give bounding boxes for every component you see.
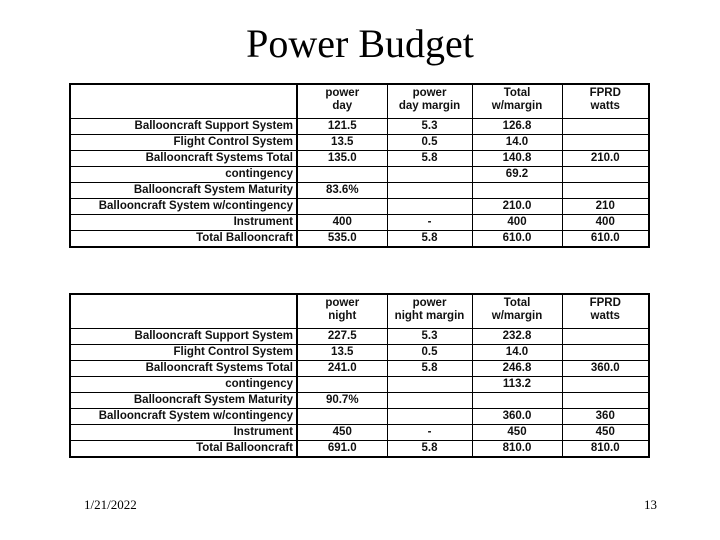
table-cell xyxy=(387,167,472,183)
table-cell xyxy=(472,183,562,199)
table-cell xyxy=(387,377,472,393)
row-label: Ballooncraft System Maturity xyxy=(70,183,297,199)
table-cell: 90.7% xyxy=(297,393,387,409)
table-cell: 140.8 xyxy=(472,151,562,167)
table-cell: - xyxy=(387,425,472,441)
row-label: Ballooncraft System w/contingency xyxy=(70,199,297,215)
row-label: Ballooncraft Systems Total xyxy=(70,361,297,377)
row-label: Ballooncraft System w/contingency xyxy=(70,409,297,425)
table-cell: 450 xyxy=(297,425,387,441)
table-cell: 14.0 xyxy=(472,345,562,361)
table-cell xyxy=(297,377,387,393)
table-row xyxy=(70,183,649,199)
table-cell: 5.3 xyxy=(387,119,472,135)
table-cell: 126.8 xyxy=(472,119,562,135)
table-cell: 83.6% xyxy=(297,183,387,199)
column-header: Total w/margin xyxy=(472,294,562,329)
column-header xyxy=(70,84,297,119)
table-cell: 810.0 xyxy=(562,441,649,458)
table-row xyxy=(70,345,649,361)
header-row xyxy=(70,84,649,119)
table-cell: 691.0 xyxy=(297,441,387,458)
table-cell: 400 xyxy=(297,215,387,231)
column-header: Total w/margin xyxy=(472,84,562,119)
table-cell: 232.8 xyxy=(472,329,562,345)
header-row xyxy=(70,294,649,329)
slide-number: 13 xyxy=(644,497,657,512)
table-cell: 5.8 xyxy=(387,151,472,167)
table-cell: 5.8 xyxy=(387,441,472,458)
table-row xyxy=(70,409,649,425)
table-row xyxy=(70,329,649,345)
table-cell: - xyxy=(387,215,472,231)
row-label: Total Ballooncraft xyxy=(70,231,297,248)
table-cell: 227.5 xyxy=(297,329,387,345)
table-row xyxy=(70,441,649,458)
table-cell: 210 xyxy=(562,199,649,215)
row-label: Total Ballooncraft xyxy=(70,441,297,458)
table-cell xyxy=(562,167,649,183)
table-cell: 13.5 xyxy=(297,345,387,361)
table-cell: 360.0 xyxy=(562,361,649,377)
row-label: contingency xyxy=(70,377,297,393)
table-row xyxy=(70,119,649,135)
table-cell: 14.0 xyxy=(472,135,562,151)
table-cell xyxy=(562,329,649,345)
row-label: Flight Control System xyxy=(70,135,297,151)
table-cell xyxy=(562,393,649,409)
table-cell xyxy=(297,199,387,215)
table-cell: 810.0 xyxy=(472,441,562,458)
row-label: Instrument xyxy=(70,215,297,231)
row-label: Ballooncraft System Maturity xyxy=(70,393,297,409)
table-row xyxy=(70,231,649,248)
table-cell xyxy=(387,199,472,215)
table-cell: 69.2 xyxy=(472,167,562,183)
table-row xyxy=(70,151,649,167)
column-header xyxy=(70,294,297,329)
table-cell: 121.5 xyxy=(297,119,387,135)
table-cell: 610.0 xyxy=(472,231,562,248)
table-row xyxy=(70,215,649,231)
table-cell: 210.0 xyxy=(472,199,562,215)
table-cell xyxy=(472,393,562,409)
table-cell: 450 xyxy=(472,425,562,441)
day-power-budget-table xyxy=(69,83,650,248)
table-cell xyxy=(297,167,387,183)
table-cell: 535.0 xyxy=(297,231,387,248)
column-header: FPRD watts xyxy=(562,84,649,119)
table-cell: 610.0 xyxy=(562,231,649,248)
column-header: power day margin xyxy=(387,84,472,119)
row-label: Ballooncraft Systems Total xyxy=(70,151,297,167)
table-cell: 210.0 xyxy=(562,151,649,167)
table-cell: 360 xyxy=(562,409,649,425)
table-cell: 5.8 xyxy=(387,231,472,248)
table-cell: 113.2 xyxy=(472,377,562,393)
table-cell xyxy=(562,119,649,135)
table-cell: 13.5 xyxy=(297,135,387,151)
table-cell: 246.8 xyxy=(472,361,562,377)
table-cell xyxy=(387,183,472,199)
table-cell: 400 xyxy=(562,215,649,231)
table-row xyxy=(70,377,649,393)
table-cell xyxy=(562,183,649,199)
table-cell xyxy=(562,345,649,361)
row-label: Ballooncraft Support System xyxy=(70,119,297,135)
table-cell: 0.5 xyxy=(387,345,472,361)
table-cell: 5.8 xyxy=(387,361,472,377)
table-cell xyxy=(297,409,387,425)
table-cell: 5.3 xyxy=(387,329,472,345)
slide-date: 1/21/2022 xyxy=(84,497,137,512)
slide-title: Power Budget xyxy=(246,21,474,66)
table-row xyxy=(70,135,649,151)
table-cell xyxy=(387,393,472,409)
row-label: Flight Control System xyxy=(70,345,297,361)
column-header: FPRD watts xyxy=(562,294,649,329)
column-header: power day xyxy=(297,84,387,119)
table-cell: 135.0 xyxy=(297,151,387,167)
row-label: Ballooncraft Support System xyxy=(70,329,297,345)
table-cell: 241.0 xyxy=(297,361,387,377)
table-row xyxy=(70,393,649,409)
table-cell xyxy=(562,377,649,393)
table-cell: 450 xyxy=(562,425,649,441)
table-row xyxy=(70,167,649,183)
column-header: power night margin xyxy=(387,294,472,329)
row-label: contingency xyxy=(70,167,297,183)
table-cell: 0.5 xyxy=(387,135,472,151)
column-header: power night xyxy=(297,294,387,329)
table-row xyxy=(70,425,649,441)
night-power-budget-table xyxy=(69,293,650,458)
table-cell: 360.0 xyxy=(472,409,562,425)
table-row xyxy=(70,199,649,215)
table-row xyxy=(70,361,649,377)
table-cell xyxy=(562,135,649,151)
table-cell: 400 xyxy=(472,215,562,231)
row-label: Instrument xyxy=(70,425,297,441)
table-cell xyxy=(387,409,472,425)
